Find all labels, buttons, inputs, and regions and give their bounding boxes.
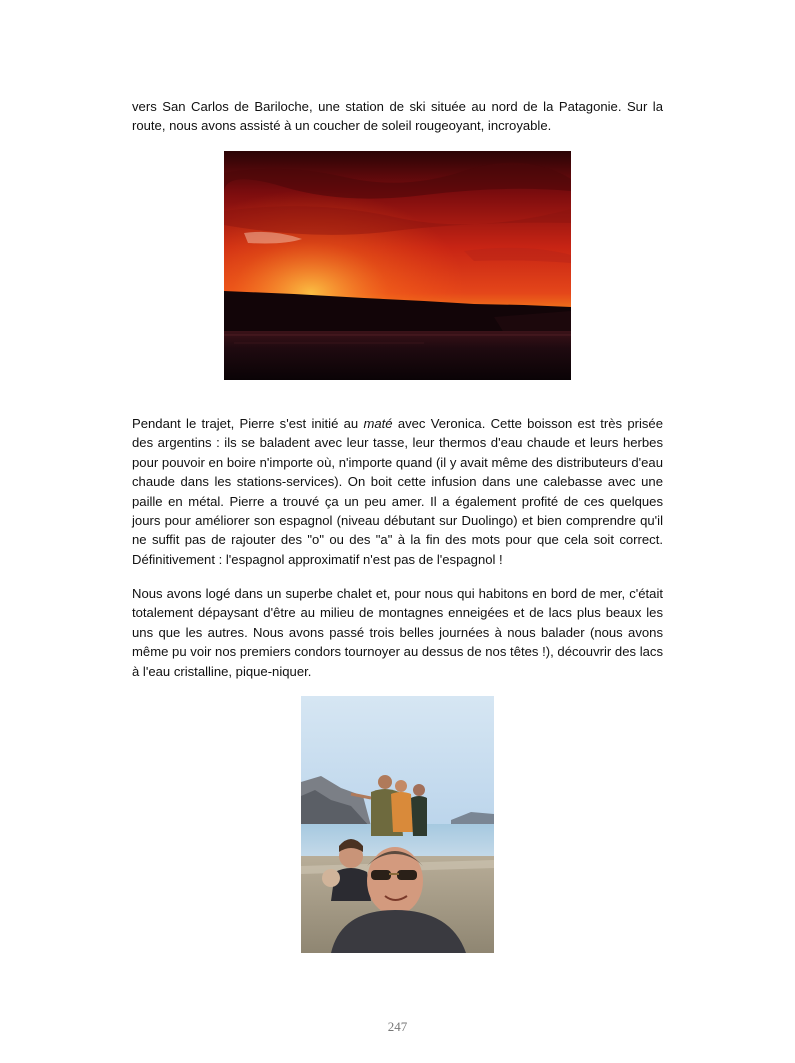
paragraph-text-end: avec Veronica. Cette boisson est très prisée des argentins : ils se baladent avec leur tasse, leur thermos d'eau chaude et leurs herbes pour pouvoir en boire n'importe où, n'importe quand (il y avait même des distributeurs d'eau chaude dans les stations-services). On boit cette infusion dans une calebasse avec une paille en métal. Pierre a trouvé ça un peu amer. Il a également profité de ces quelques jours pour améliorer son espagnol (niveau débutant sur Duolingo) et bien comprendre qu'il ne suffit pas de rajouter des "o" ou des "a" à la fin des mots pour que cela soit correct. Définitivement : l'espagnol approximatif n'est pas de l'espagnol ! xyxy=(132,416,663,567)
family-selfie-photo xyxy=(301,696,494,953)
paragraph-chalet xyxy=(132,584,663,681)
page-number: 247 xyxy=(387,1019,408,1034)
paragraph-bariloche xyxy=(132,97,663,136)
paragraph-text-start: Pendant le trajet, Pierre s'est initié au xyxy=(132,416,364,431)
paragraph-emphasis-mate: maté xyxy=(363,416,393,431)
paragraph-mate xyxy=(132,414,663,569)
sunset-photo xyxy=(224,151,571,380)
paragraph-text: Nous avons logé dans un superbe chalet et, pour nous qui habitons en bord de mer, c'était totalement dépaysant d'être au milieu de montagnes enneigées et de lacs plus beaux les uns que les autres. Nous avons passé trois belles journées à nous balader (nous avons même pu voir nos premiers condors tournoyer au dessus de nos têtes !), découvrir des lacs à l'eau cristalline, pique-niquer. xyxy=(132,586,663,679)
paragraph-text: vers San Carlos de Bariloche, une station de ski située au nord de la Patagonie. Sur la route, nous avons assisté à un coucher de soleil rougeoyant, incroyable. xyxy=(132,99,663,134)
